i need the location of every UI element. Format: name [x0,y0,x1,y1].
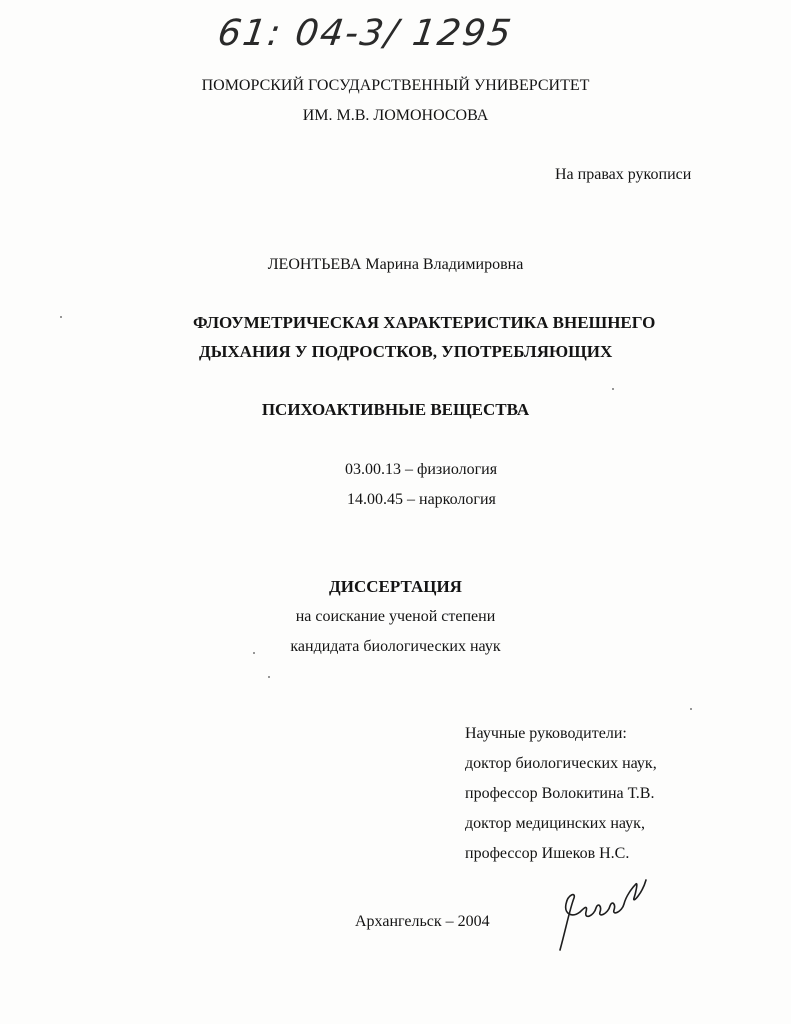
supervisors-heading: Научные руководители: [465,725,627,742]
supervisor-line: доктор биологических наук, [465,755,657,772]
specialty-narcology: 14.00.45 – наркология [347,491,496,508]
supervisor-line: профессор Ишеков Н.С. [465,845,630,862]
place-year: Архангельск – 2004 [355,913,490,930]
scan-speck [60,316,62,318]
author-signature [552,868,662,953]
supervisor-line: профессор Волокитина Т.В. [465,785,655,802]
university-name: ПОМОРСКИЙ ГОСУДАРСТВЕННЫЙ УНИВЕРСИТЕТ [201,77,590,94]
title-line-3: ПСИХОАКТИВНЫЕ ВЕЩЕСТВА [261,400,530,419]
scan-speck [268,676,270,678]
title-line-1: ФЛОУМЕТРИЧЕСКАЯ ХАРАКТЕРИСТИКА ВНЕШНЕГО [193,313,656,332]
work-type-degree-line-2: кандидата биологических наук [290,638,501,655]
scan-speck [612,388,614,390]
work-type-label: ДИССЕРТАЦИЯ [329,577,462,596]
work-type-degree-line-1: на соискание ученой степени [295,608,496,625]
manuscript-rights: На правах рукописи [555,166,692,183]
scan-speck [253,652,255,654]
archive-code-handwritten: 61: 04-3/ 1295 [215,13,516,54]
author-name: ЛЕОНТЬЕВА Марина Владимировна [267,256,524,273]
scan-speck [690,708,692,710]
university-named-after: ИМ. М.В. ЛОМОНОСОВА [302,107,489,124]
specialty-physiology: 03.00.13 – физиология [345,461,498,478]
supervisor-line: доктор медицинских наук, [465,815,645,832]
title-line-2: ДЫХАНИЯ У ПОДРОСТКОВ, УПОТРЕБЛЯЮЩИХ [199,342,613,361]
